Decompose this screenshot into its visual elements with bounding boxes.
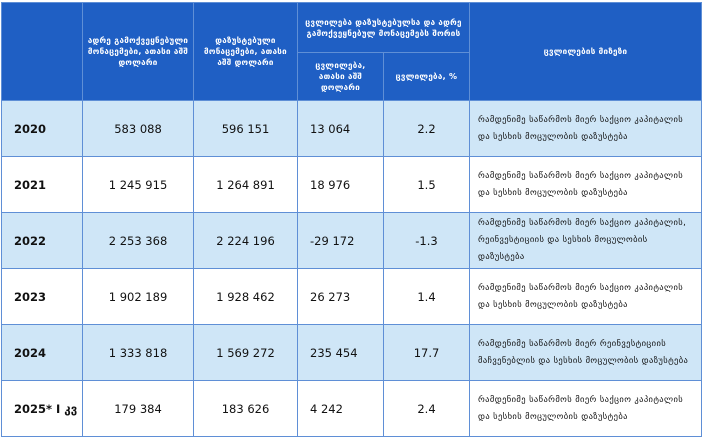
cell-reason: რამდენიმე საწარმოს მიერ საქციო კაპიტალის და სესხის მოცულობის დაზუსტება	[470, 101, 702, 157]
table-row	[2, 157, 702, 213]
header-year	[2, 3, 83, 101]
cell-revised: 1 264 891	[194, 157, 298, 213]
header-change-percent: ცვლილება, %	[384, 53, 470, 101]
cell-reason: რამდენიმე საწარმოს მიერ საქციო კაპიტალის და სესხის მოცულობის დაზუსტება	[470, 157, 702, 213]
cell-percent: 17.7	[384, 325, 470, 381]
cell-year: 2024	[2, 325, 83, 381]
cell-reason: რამდენიმე საწარმოს მიერ საქციო კაპიტალის, რეინვესტიციის და სესხის მოცულობის დაზუსტება	[470, 213, 702, 269]
cell-change: -29 172	[298, 213, 384, 269]
header-previous-data: ადრე გამოქვეყნებული მონაცემები, ათასი აშშ დოლარი	[83, 3, 194, 101]
header-change-group: ცვლილება დაზუსტებულსა და ადრე გამოქვეყნებულ მონაცემებს შორის	[298, 3, 470, 53]
cell-year: 2023	[2, 269, 83, 325]
cell-revised: 1 928 462	[194, 269, 298, 325]
cell-year: 2020	[2, 101, 83, 157]
cell-reason: რამდენიმე საწარმოს მიერ საქციო კაპიტალის და სესხის მოცულობის დაზუსტება	[470, 269, 702, 325]
table-row	[2, 381, 702, 437]
header-reason: ცვლილების მიზეზი	[470, 3, 702, 101]
cell-revised: 596 151	[194, 101, 298, 157]
cell-percent: 1.4	[384, 269, 470, 325]
table-body	[2, 101, 702, 437]
cell-previous: 1 333 818	[83, 325, 194, 381]
header-change-absolute: ცვლილება, ათასი აშშ დოლარი	[298, 53, 384, 101]
cell-previous: 1 902 189	[83, 269, 194, 325]
cell-percent: -1.3	[384, 213, 470, 269]
cell-change: 26 273	[298, 269, 384, 325]
cell-change: 235 454	[298, 325, 384, 381]
table-row	[2, 325, 702, 381]
cell-revised: 183 626	[194, 381, 298, 437]
cell-change: 18 976	[298, 157, 384, 213]
cell-percent: 2.4	[384, 381, 470, 437]
cell-year: 2025* I კვ	[2, 381, 83, 437]
table-row	[2, 213, 702, 269]
cell-revised: 2 224 196	[194, 213, 298, 269]
cell-previous: 583 088	[83, 101, 194, 157]
cell-change: 4 242	[298, 381, 384, 437]
cell-previous: 1 245 915	[83, 157, 194, 213]
cell-change: 13 064	[298, 101, 384, 157]
cell-revised: 1 569 272	[194, 325, 298, 381]
cell-year: 2021	[2, 157, 83, 213]
cell-reason: რამდენიმე საწარმოს მიერ რეინვესტიციის მაჩვენებლის და სესხის მოცულობის დაზუსტება	[470, 325, 702, 381]
cell-percent: 1.5	[384, 157, 470, 213]
cell-year: 2022	[2, 213, 83, 269]
table-row	[2, 269, 702, 325]
table-row	[2, 101, 702, 157]
revision-table	[1, 2, 702, 437]
cell-percent: 2.2	[384, 101, 470, 157]
cell-previous: 2 253 368	[83, 213, 194, 269]
cell-reason: რამდენიმე საწარმოს მიერ საქციო კაპიტალის და სესხის მოცულობის დაზუსტება	[470, 381, 702, 437]
header-revised-data: დაზუსტებული მონაცემები, ათასი აშშ დოლარი	[194, 3, 298, 101]
cell-previous: 179 384	[83, 381, 194, 437]
table-header	[2, 3, 702, 101]
